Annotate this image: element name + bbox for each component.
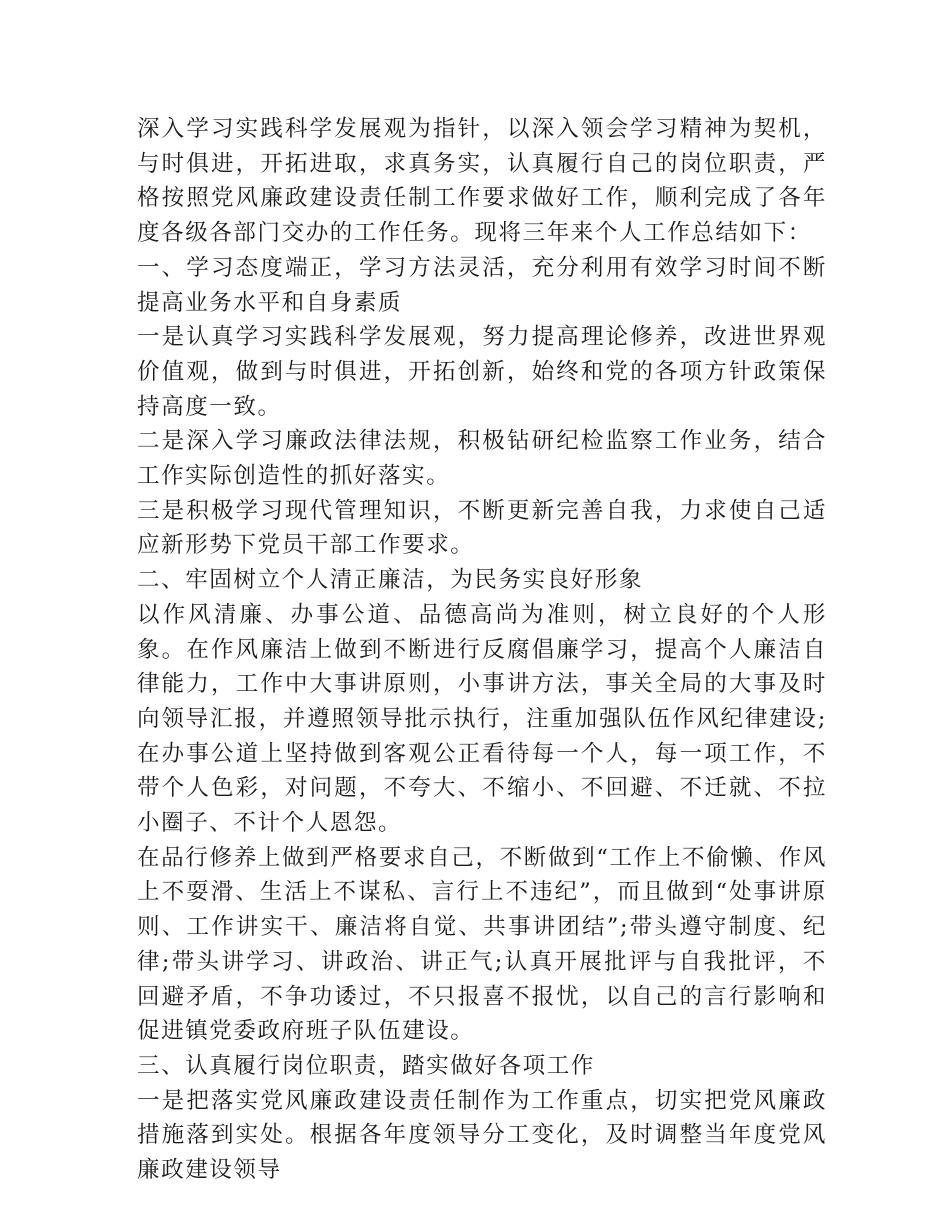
section-2-paragraph-1: 以作风清廉、办事公道、品德高尚为准则，树立良好的个人形象。在作风廉洁上做到不断进行反腐倡廉学习，提高个人廉洁自律能力，工作中大事讲原则，小事讲方法，事关全局的大事及时向领导汇报，并遵照领导批示执行，注重加强队伍作风纪律建设;在办事公道上坚持做到客观公正看待每一个人，每一项工作，不带个人色彩，对问题，不夸大、不缩小、不回避、不迁就、不拉小圈子、不计个人恩怨。 xyxy=(137,601,827,837)
document-body xyxy=(137,112,827,1188)
section-3-item-1: 一是把落实党风廉政建设责任制作为工作重点，切实把党风廉政措施落到实处。根据各年度领导分工变化，及时调整当年度党风廉政建设领导 xyxy=(137,1087,827,1184)
section-2-paragraph-2: 在品行修养上做到严格要求自己，不断做到“工作上不偷懒、作风上不耍滑、生活上不谋私、言行上不违纪”，而且做到“处事讲原则、工作讲实干、廉洁将自觉、共事讲团结”;带头遵守制度、纪律;带头讲学习、讲政治、讲正气;认真开展批评与自我批评，不回避矛盾，不争功诿过，不只报喜不报忧，以自己的言行影响和促进镇党委政府班子队伍建设。 xyxy=(137,844,827,1045)
section-1-item-1: 一是认真学习实践科学发展观，努力提高理论修养，改进世界观价值观，做到与时俱进，开拓创新，始终和党的各项方针政策保持高度一致。 xyxy=(137,324,827,420)
intro-paragraph: 深入学习实践科学发展观为指针，以深入领会学习精神为契机，与时俱进，开拓进取，求真务实，认真履行自己的岗位职责，严格按照党风廉政建设责任制工作要求做好工作，顺利完成了各年度各级各部门交办的工作任务。现将三年来个人工作总结如下： xyxy=(137,116,827,247)
section-1-item-3: 三是积极学习现代管理知识，不断更新完善自我，力求使自己适应新形势下党员干部工作要求。 xyxy=(137,497,827,559)
section-1-item-2: 二是深入学习廉政法律法规，积极钻研纪检监察工作业务，结合工作实际创造性的抓好落实。 xyxy=(137,428,827,490)
section-heading-1: 一、学习态度端正，学习方法灵活，充分利用有效学习时间不断提高业务水平和自身素质 xyxy=(137,254,827,316)
section-heading-2: 二、牢固树立个人清正廉洁，为民务实良好形象 xyxy=(137,567,644,594)
section-heading-3: 三、认真履行岗位职责，踏实做好各项工作 xyxy=(137,1052,595,1079)
